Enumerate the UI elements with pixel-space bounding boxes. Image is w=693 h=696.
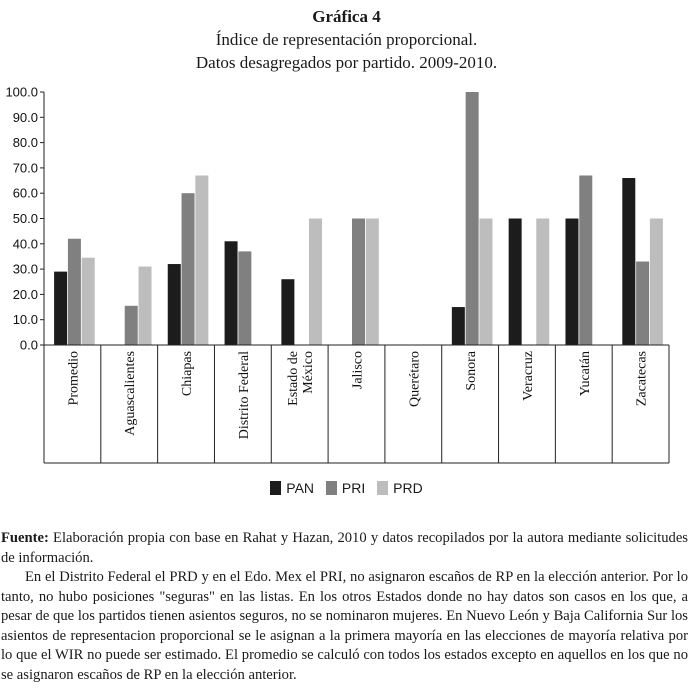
legend-item-pan bbox=[270, 480, 314, 496]
x-tick-label bbox=[237, 351, 252, 439]
bar-prd bbox=[309, 219, 322, 346]
legend-item-prd bbox=[377, 480, 423, 496]
x-tick-label-line: Promedio bbox=[66, 351, 82, 406]
x-tick-label-line: Sonora bbox=[464, 351, 480, 391]
chart-legend bbox=[0, 480, 693, 496]
y-tick-label: 80.0 bbox=[12, 135, 38, 151]
bar-chart bbox=[0, 80, 693, 480]
bar-pan bbox=[565, 219, 578, 346]
y-tick-label: 20.0 bbox=[12, 286, 38, 302]
bar-prd bbox=[366, 219, 379, 346]
x-tick-label-line: Veracruz bbox=[520, 351, 536, 401]
y-tick-label: 50.0 bbox=[12, 211, 38, 226]
x-tick-label bbox=[351, 351, 366, 389]
y-tick-label: 10.0 bbox=[12, 312, 38, 328]
x-tick-label-line: Yucatán bbox=[577, 351, 593, 397]
x-tick-label bbox=[635, 351, 650, 406]
bar-prd bbox=[195, 175, 208, 345]
x-tick-label bbox=[123, 351, 138, 436]
bar-pan bbox=[281, 279, 294, 345]
bar-prd bbox=[479, 219, 492, 346]
x-tick-label bbox=[180, 351, 195, 396]
bar-pan bbox=[54, 272, 67, 345]
bar-prd bbox=[82, 258, 95, 345]
y-tick-label: 30.0 bbox=[12, 261, 38, 277]
source-text: Elaboración propia con base en Rahat y Hazan, 2010 y datos recopilados por la autora mediante solicitudes de información. bbox=[1, 530, 688, 566]
footnotes bbox=[1, 529, 688, 685]
bar-pri bbox=[466, 92, 479, 345]
y-tick-label: 60.0 bbox=[12, 185, 38, 201]
y-tick-label: 100.0 bbox=[5, 84, 38, 100]
chart-title-line-2: Datos desagregados por partido. 2009-2010. bbox=[195, 53, 498, 72]
x-tick-label-line: Querétaro bbox=[407, 351, 423, 407]
x-tick-label bbox=[286, 351, 316, 406]
x-tick-label-line: México bbox=[301, 351, 317, 394]
chart-title-block bbox=[0, 6, 693, 74]
x-tick-label bbox=[66, 351, 81, 405]
bar-pri bbox=[579, 175, 592, 345]
y-tick-label: 40.0 bbox=[12, 236, 38, 252]
source-note bbox=[1, 529, 688, 568]
bar-pri bbox=[636, 262, 649, 345]
bar-pri bbox=[68, 239, 81, 345]
bar-prd bbox=[139, 267, 152, 345]
bar-pan bbox=[509, 219, 522, 346]
bar-prd bbox=[536, 219, 549, 346]
x-tick-label bbox=[464, 350, 479, 390]
bar-pri bbox=[352, 219, 365, 346]
bar-pri bbox=[182, 193, 195, 345]
explanatory-note: En el Distrito Federal el PRD y en el Edo. Mex el PRI, no asignaron escaños de RP en la elección anterior. Por lo tanto, no hubo posiciones "seguras" en las listas. En los otros Estados donde no hay datos son casos en los que, a pesar de que los partidos tienen asientos seguros, no se nominaron mujeres. En Nuevo León y Baja California Sur los asientos de representacion proporcional se le asignan a la primera mayoría en las elecciones de mayoría relativa por lo que el WIR no puede ser estimado. El promedio se calculó con todos los estados excepto en aquellos en los que no se asignaron escaños de RP en la elección anterior. bbox=[1, 569, 688, 683]
y-tick-label: 70.0 bbox=[12, 160, 38, 176]
y-tick-label: 0.0 bbox=[19, 337, 38, 353]
x-tick-label bbox=[521, 351, 536, 401]
bar-pan bbox=[622, 178, 635, 345]
legend-item-pri bbox=[326, 480, 365, 496]
x-tick-label-line: Estado de bbox=[286, 351, 302, 406]
legend-label-pri: PRI bbox=[341, 480, 366, 496]
bar-pan bbox=[452, 307, 465, 345]
source-label: Fuente: bbox=[1, 530, 49, 546]
x-tick-label-line: Aguascalientes bbox=[123, 351, 139, 436]
chart-title-line-1: Índice de representación proporcional. bbox=[215, 30, 478, 49]
legend-swatch-pan bbox=[270, 481, 281, 495]
legend-label-prd: PRD bbox=[393, 480, 423, 496]
bar-pan bbox=[225, 241, 238, 345]
legend-swatch-pri bbox=[326, 481, 337, 495]
x-tick-label-line: Distrito Federal bbox=[236, 351, 252, 440]
bar-pri bbox=[238, 251, 251, 345]
bar-pri bbox=[125, 306, 138, 345]
y-tick-label: 90.0 bbox=[12, 109, 38, 125]
bar-pan bbox=[168, 264, 181, 345]
x-tick-label bbox=[578, 351, 593, 396]
legend-swatch-prd bbox=[377, 481, 388, 495]
x-tick-label-line: Chiapas bbox=[180, 351, 196, 397]
legend-label-pan: PAN bbox=[286, 480, 315, 496]
x-tick-label bbox=[407, 351, 422, 407]
x-tick-label-line: Zacatecas bbox=[634, 351, 650, 407]
x-tick-label-line: Jalisco bbox=[350, 351, 366, 390]
bar-prd bbox=[650, 219, 663, 346]
figure-label: Gráfica 4 bbox=[312, 7, 381, 26]
